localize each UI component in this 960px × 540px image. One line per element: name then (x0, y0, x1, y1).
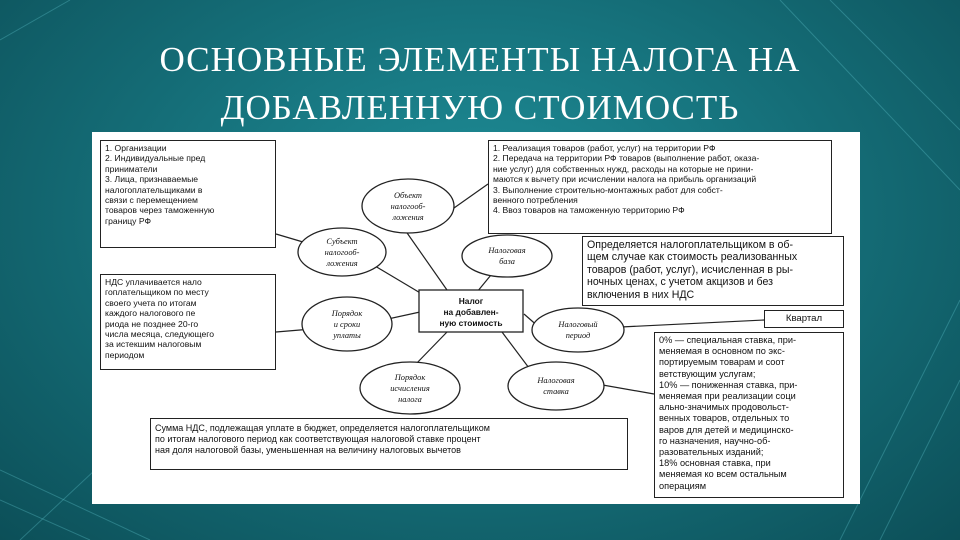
spoke-object (405, 230, 447, 290)
box-payment-line: гоплательщиком по месту (105, 287, 209, 298)
box-base-line: щем случае как стоимость реализованных (587, 251, 798, 264)
box-objects-line: 3. Выполнение строительно-монтажных работ для собст- (493, 184, 723, 195)
slide-title (60, 36, 900, 132)
box-rates-line: ально-значимых продовольст- (659, 402, 789, 413)
box-period-value: Квартал (785, 313, 823, 324)
box-taxable-objects (488, 140, 832, 234)
box-payers-line: связи с перемещением (105, 195, 198, 206)
bubble-base-shape (462, 235, 552, 277)
pointer-period (600, 320, 764, 328)
box-rates-line: венных товаров, отдельных то (659, 413, 790, 424)
bubble-order-line-2: и сроки (333, 320, 361, 329)
bubble-order-line-3: уплаты (333, 331, 361, 340)
box-rates-line: меняемая в основном по экс- (659, 346, 785, 357)
box-tax-rates (654, 332, 844, 498)
center-node-line-2: на добавлен- (443, 307, 499, 317)
bubble-rate-line-1: Налоговая (537, 376, 575, 385)
box-calculation-line: Сумма НДС, подлежащая уплате в бюджет, определяется налогоплательщиком (155, 423, 490, 433)
box-rates-line: меняемая ко всем остальным (659, 469, 787, 480)
box-rates-line: разовательных изданий; (659, 447, 764, 458)
box-base-line: включения в них НДС (587, 288, 695, 301)
box-payers-line: товаров через таможенную (105, 205, 215, 216)
box-rates-line: меняемая при реализации соци (659, 391, 796, 402)
box-rates-line: 0% — специальная ставка, при- (659, 335, 797, 345)
pointer-rate (597, 384, 654, 394)
bubble-object-line-1: Объект (394, 191, 422, 200)
bubble-rate-line-2: ставка (543, 387, 569, 396)
box-payers-line: 2. Индивидуальные пред (105, 153, 206, 164)
box-base-line: ночных ценах, с учетом акцизов и без (587, 276, 773, 289)
bubble-subject-line-2: налогооб- (324, 248, 360, 257)
bubble-calc-line-2: исчисления (390, 384, 430, 393)
box-objects-line: 2. Передача на территории РФ товаров (выполнение работ, оказа- (493, 153, 760, 164)
center-node-line-1: Налог (458, 296, 484, 306)
box-payment-line: НДС уплачивается нало (105, 277, 202, 287)
spoke-calc (414, 332, 447, 366)
box-objects-line: венного потребления (493, 195, 578, 206)
bubble-calc-line-1: Порядок (394, 373, 426, 382)
box-objects-line: маются к вычету при исчислении налога на прибыль организаций (493, 174, 757, 185)
box-calculation-line: ная доля налоговой базы, уменьшенная на величину налоговых вычетов (155, 445, 461, 455)
box-payment-line: за истекшим налоговым (105, 339, 202, 350)
box-payment-line: числа месяца, следующего (105, 329, 215, 340)
slide-title-line-1: ОСНОВНЫЕ ЭЛЕМЕНТЫ НАЛОГА НА (159, 40, 801, 79)
box-objects-line: 4. Ввоз товаров на таможенную территорию РФ (493, 205, 685, 216)
box-payers-line: приниматели (105, 163, 158, 174)
bubble-period-line-1: Налоговый (558, 320, 598, 329)
vat-elements-diagram (92, 132, 860, 504)
box-objects-line: ние услуг) для собственных нужд, расходы на которые не прини- (493, 163, 754, 174)
box-payers (100, 140, 276, 248)
box-payment-order (100, 274, 276, 370)
box-payers-line: 3. Лица, признаваемые (105, 174, 199, 185)
box-rates-line: варов для детей и медицинско- (659, 424, 794, 435)
box-calculation-order (150, 418, 628, 470)
bubble-subject-line-3: ложения (326, 259, 358, 268)
box-payment-line: периодом (105, 349, 145, 360)
bubble-period-line-2: период (565, 331, 591, 340)
box-rates-line: 18% основная ставка, при (659, 458, 771, 469)
bubble-object-line-3: ложения (392, 213, 424, 222)
box-base-line: товаров (работ, услуг), исчисленная в ры- (587, 263, 793, 276)
bubble-base-line-2: база (499, 257, 515, 266)
bubble-rate-shape (508, 362, 604, 410)
box-payment-line: каждого налогового пе (105, 308, 196, 319)
box-rates-line: ветствующим услугам; (659, 368, 756, 379)
box-payers-line: налогоплательщиками в (105, 184, 203, 195)
bubble-calc-line-3: налога (398, 395, 422, 404)
box-payment-line: риода не позднее 20-го (105, 318, 199, 329)
box-tax-base (582, 236, 844, 306)
slide-title-line-2: ДОБАВЛЕННУЮ СТОИМОСТЬ (220, 88, 740, 127)
bubble-object-line-2: налогооб- (390, 202, 426, 211)
box-objects-line: 1. Реализация товаров (работ, услуг) на территории РФ (493, 143, 716, 153)
box-base-line: Определяется налогоплательщиком в об- (587, 239, 793, 251)
box-rates-line: портируемым товарам и соот (659, 357, 785, 368)
bubble-base-line-1: Налоговая (488, 246, 526, 255)
box-payers-line: 1. Организации (105, 143, 167, 153)
bubble-order-line-1: Порядок (331, 309, 363, 318)
center-node-line-3: ную стоимость (439, 318, 503, 328)
box-payers-line: границу РФ (105, 215, 152, 226)
box-calculation-line: по итогам налогового период как соответствующая налоговой ставке процент (155, 434, 481, 444)
bubble-period-shape (532, 308, 624, 352)
box-rates-line: 10% — пониженная ставка, при- (659, 379, 798, 390)
bubble-subject-line-1: Субъект (326, 237, 358, 246)
box-payment-line: своего учета по итогам (105, 297, 197, 308)
box-rates-line: го назначения, научно-об- (659, 435, 771, 446)
box-tax-period (764, 310, 844, 328)
box-rates-line: операциям (659, 480, 707, 491)
